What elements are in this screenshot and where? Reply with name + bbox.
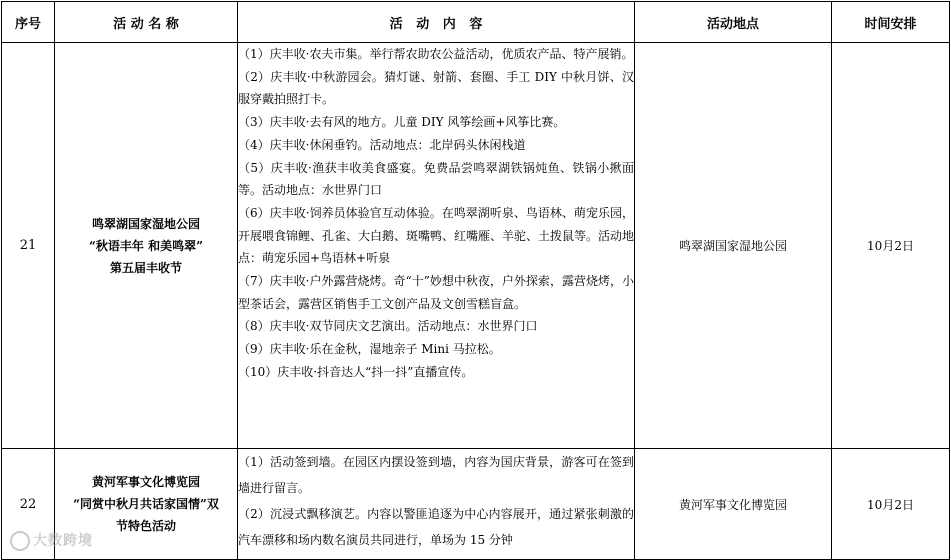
activity-name-line: “同赏中秋月共话家国情”双 (73, 497, 219, 511)
watermark-text: 大数跨境 (33, 533, 93, 549)
activity-place: 黄河军事文化博览园 (635, 449, 832, 560)
content-item: （2）沉浸式飘移演艺。内容以警匪追逐为中心内容展开，通过紧张刺激的汽车漂移和场内数名演员共同进行，单场为 15 分钟 (238, 507, 634, 547)
content-item: （6）庆丰收·饲养员体验官互动体验。在鸣翠湖听泉、鸟语林、萌宠乐园，开展喂食锦鲤、孔雀、大白鹅、斑嘴鸭、红嘴雁、羊驼、土拨鼠等。活动地点：萌宠乐园+鸟语林+听泉 (238, 205, 635, 266)
activity-schedule-table (1, 1, 950, 560)
row-number: 22 (2, 449, 55, 560)
header-row (2, 2, 950, 43)
header-no: 序号 (2, 2, 55, 43)
activity-name (55, 43, 238, 449)
content-item: （8）庆丰收·双节同庆文艺演出。活动地点：水世界门口 (238, 319, 538, 334)
content-item: （10）庆丰收·抖音达人“抖一抖”直播宣传。 (238, 364, 474, 379)
header-time: 时间安排 (832, 2, 950, 43)
row-number: 21 (2, 43, 55, 449)
content-item: （3）庆丰收·去有风的地方。儿童 DIY 风筝绘画+风筝比赛。 (238, 115, 566, 130)
content-item: （7）庆丰收·户外露营烧烤。奇“十”妙想中秋夜，户外探索，露营烧烤，小型茶话会，露营区销售手工文创产品及文创雪糕盲盒。 (238, 274, 634, 311)
content-item: （5）庆丰收·渔获丰收美食盛宴。免费品尝鸣翠湖铁锅炖鱼、铁锅小揪面等。活动地点：水世界门口 (238, 160, 634, 198)
content-item: （2）庆丰收·中秋游园会。猜灯谜、射箭、套圈、手工 DIY 中秋月饼、汉服穿戴拍照打卡。 (238, 69, 634, 107)
activity-name-line: “秋语丰年 和美鸣翠” (89, 238, 203, 253)
activity-name-line: 第五届丰收节 (109, 260, 182, 275)
activity-place: 鸣翠湖国家湿地公园 (635, 43, 832, 449)
activity-content (238, 43, 635, 449)
activity-name-line: 黄河军事文化博览园 (91, 475, 200, 489)
header-content: 活 动 内 容 (238, 2, 635, 43)
content-item: （4）庆丰收·休闲垂钓。活动地点：北岸码头休闲栈道 (238, 137, 526, 152)
header-place: 活动地点 (635, 2, 832, 43)
content-item: （1）活动签到墙。在园区内摆设签到墙，内容为国庆背景，游客可在签到墙进行留言。 (238, 455, 634, 495)
header-name: 活 动 名 称 (55, 2, 238, 43)
content-item: （9）庆丰收·乐在金秋，湿地亲子 Mini 马拉松。 (238, 342, 501, 357)
watermark-logo-icon (10, 531, 30, 551)
content-item: （1）庆丰收·农夫市集。举行帮农助农公益活动，优质农产品、特产展销。 (238, 47, 634, 61)
watermark (10, 530, 93, 551)
table-row (2, 449, 950, 560)
activity-name-line: 节特色活动 (115, 519, 176, 533)
activity-name-line: 鸣翠湖国家湿地公园 (91, 216, 200, 231)
activity-time: 10月2日 (832, 449, 950, 560)
table-row (2, 43, 950, 449)
activity-content (238, 449, 635, 560)
activity-time: 10月2日 (832, 43, 950, 449)
